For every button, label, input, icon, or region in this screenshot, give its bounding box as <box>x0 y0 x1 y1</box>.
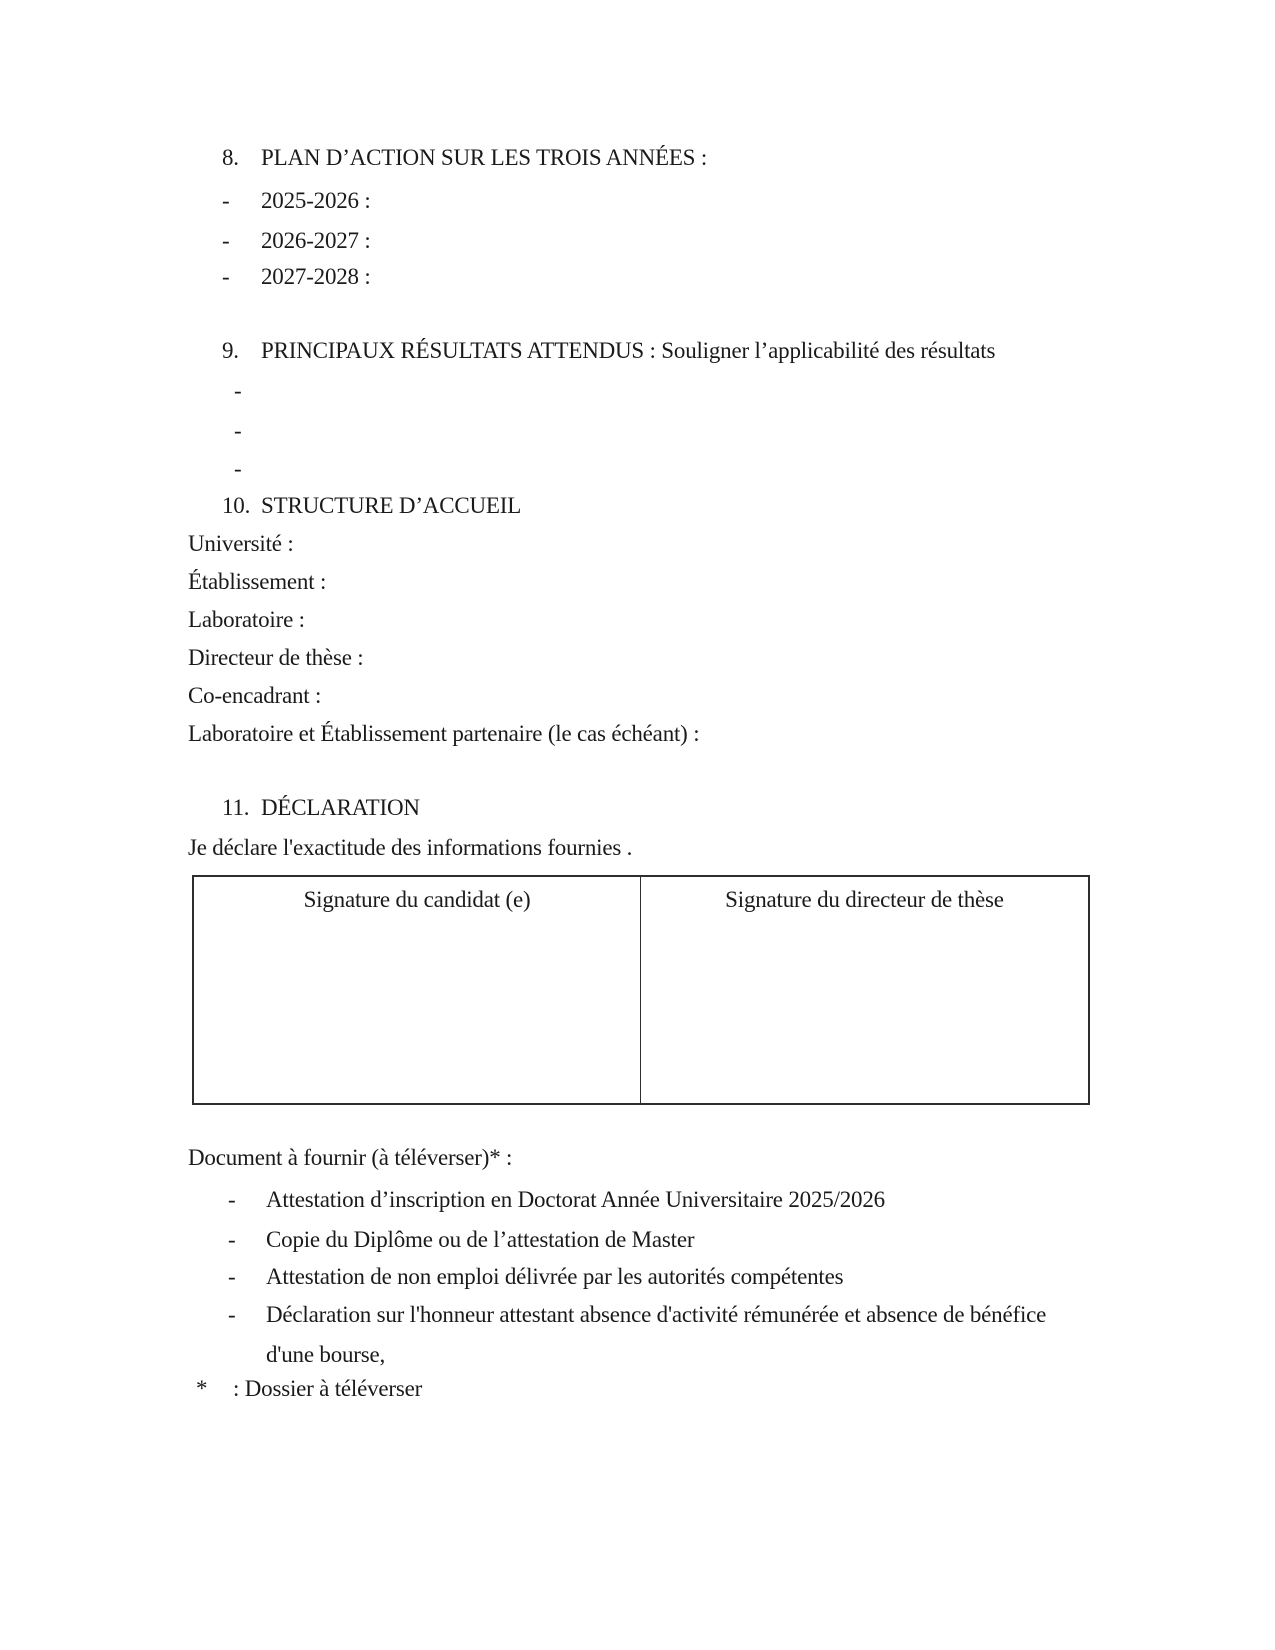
section-9-title: PRINCIPAUX RÉSULTATS ATTENDUS : Souligner l’applicabilité des résultats <box>261 338 996 363</box>
section-11-title: DÉCLARATION <box>261 795 420 820</box>
section-10-number: 10. <box>222 493 251 518</box>
bullet-dash: - <box>222 264 230 289</box>
footnote-text: : Dossier à téléverser <box>233 1376 423 1401</box>
document-item <box>228 1295 1066 1375</box>
signature-table <box>192 875 1090 1105</box>
declaration-statement: Je déclare l'exactitude des informations fournies . <box>188 835 633 860</box>
footnote <box>196 1373 422 1404</box>
bullet-dash: - <box>228 1187 236 1212</box>
empty-result-dash: - <box>234 378 242 403</box>
document-item-text: Attestation d’inscription en Doctorat Année Universitaire 2025/2026 <box>266 1187 885 1212</box>
document-item-text: Attestation de non emploi délivrée par les autorités compétentes <box>266 1264 844 1289</box>
section-8-heading <box>222 142 707 173</box>
signature-director-header: Signature du directeur de thèse <box>725 887 1004 912</box>
field-universite: Université : <box>188 531 294 556</box>
section-8-title: PLAN D’ACTION SUR LES TROIS ANNÉES : <box>261 145 708 170</box>
bullet-dash: - <box>222 228 230 253</box>
plan-year-item <box>222 185 371 216</box>
bullet-dash: - <box>222 188 230 213</box>
section-10-heading <box>222 490 521 521</box>
bullet-dash: - <box>228 1302 236 1327</box>
section-8-number: 8. <box>222 145 239 170</box>
section-10-title: STRUCTURE D’ACCUEIL <box>261 493 522 518</box>
field-laboratoire: Laboratoire : <box>188 607 305 632</box>
document-item-text: Déclaration sur l'honneur attestant absence d'activité rémunérée et absence de bénéfice d'une bourse, <box>266 1302 1047 1367</box>
bullet-dash: - <box>228 1264 236 1289</box>
empty-result-dash: - <box>234 456 242 481</box>
plan-year-label: 2027-2028 : <box>261 264 371 289</box>
section-11-number: 11. <box>222 795 250 820</box>
section-9-number: 9. <box>222 338 239 363</box>
plan-year-item <box>222 225 371 256</box>
signature-cell-candidate <box>194 877 641 1103</box>
field-directeur-de-these: Directeur de thèse : <box>188 645 364 670</box>
empty-result-dash: - <box>234 418 242 443</box>
field-etablissement: Établissement : <box>188 569 327 594</box>
document-item <box>228 1180 1066 1220</box>
plan-year-item <box>222 261 371 292</box>
signature-candidate-header: Signature du candidat (e) <box>303 887 531 912</box>
document-item-text: Copie du Diplôme ou de l’attestation de Master <box>266 1227 695 1252</box>
bullet-dash: - <box>228 1227 236 1252</box>
plan-year-label: 2025-2026 : <box>261 188 371 213</box>
section-11-heading <box>222 792 420 823</box>
field-laboratoire-partenaire: Laboratoire et Établissement partenaire (le cas échéant) : <box>188 721 700 746</box>
section-9-heading <box>222 335 995 366</box>
signature-cell-director <box>641 877 1088 1103</box>
document-item <box>228 1257 1066 1297</box>
field-co-encadrant: Co-encadrant : <box>188 683 322 708</box>
plan-year-label: 2026-2027 : <box>261 228 371 253</box>
footnote-asterisk: * <box>196 1376 208 1401</box>
documents-intro: Document à fournir (à téléverser)* : <box>188 1145 513 1170</box>
document-item <box>228 1220 1066 1260</box>
